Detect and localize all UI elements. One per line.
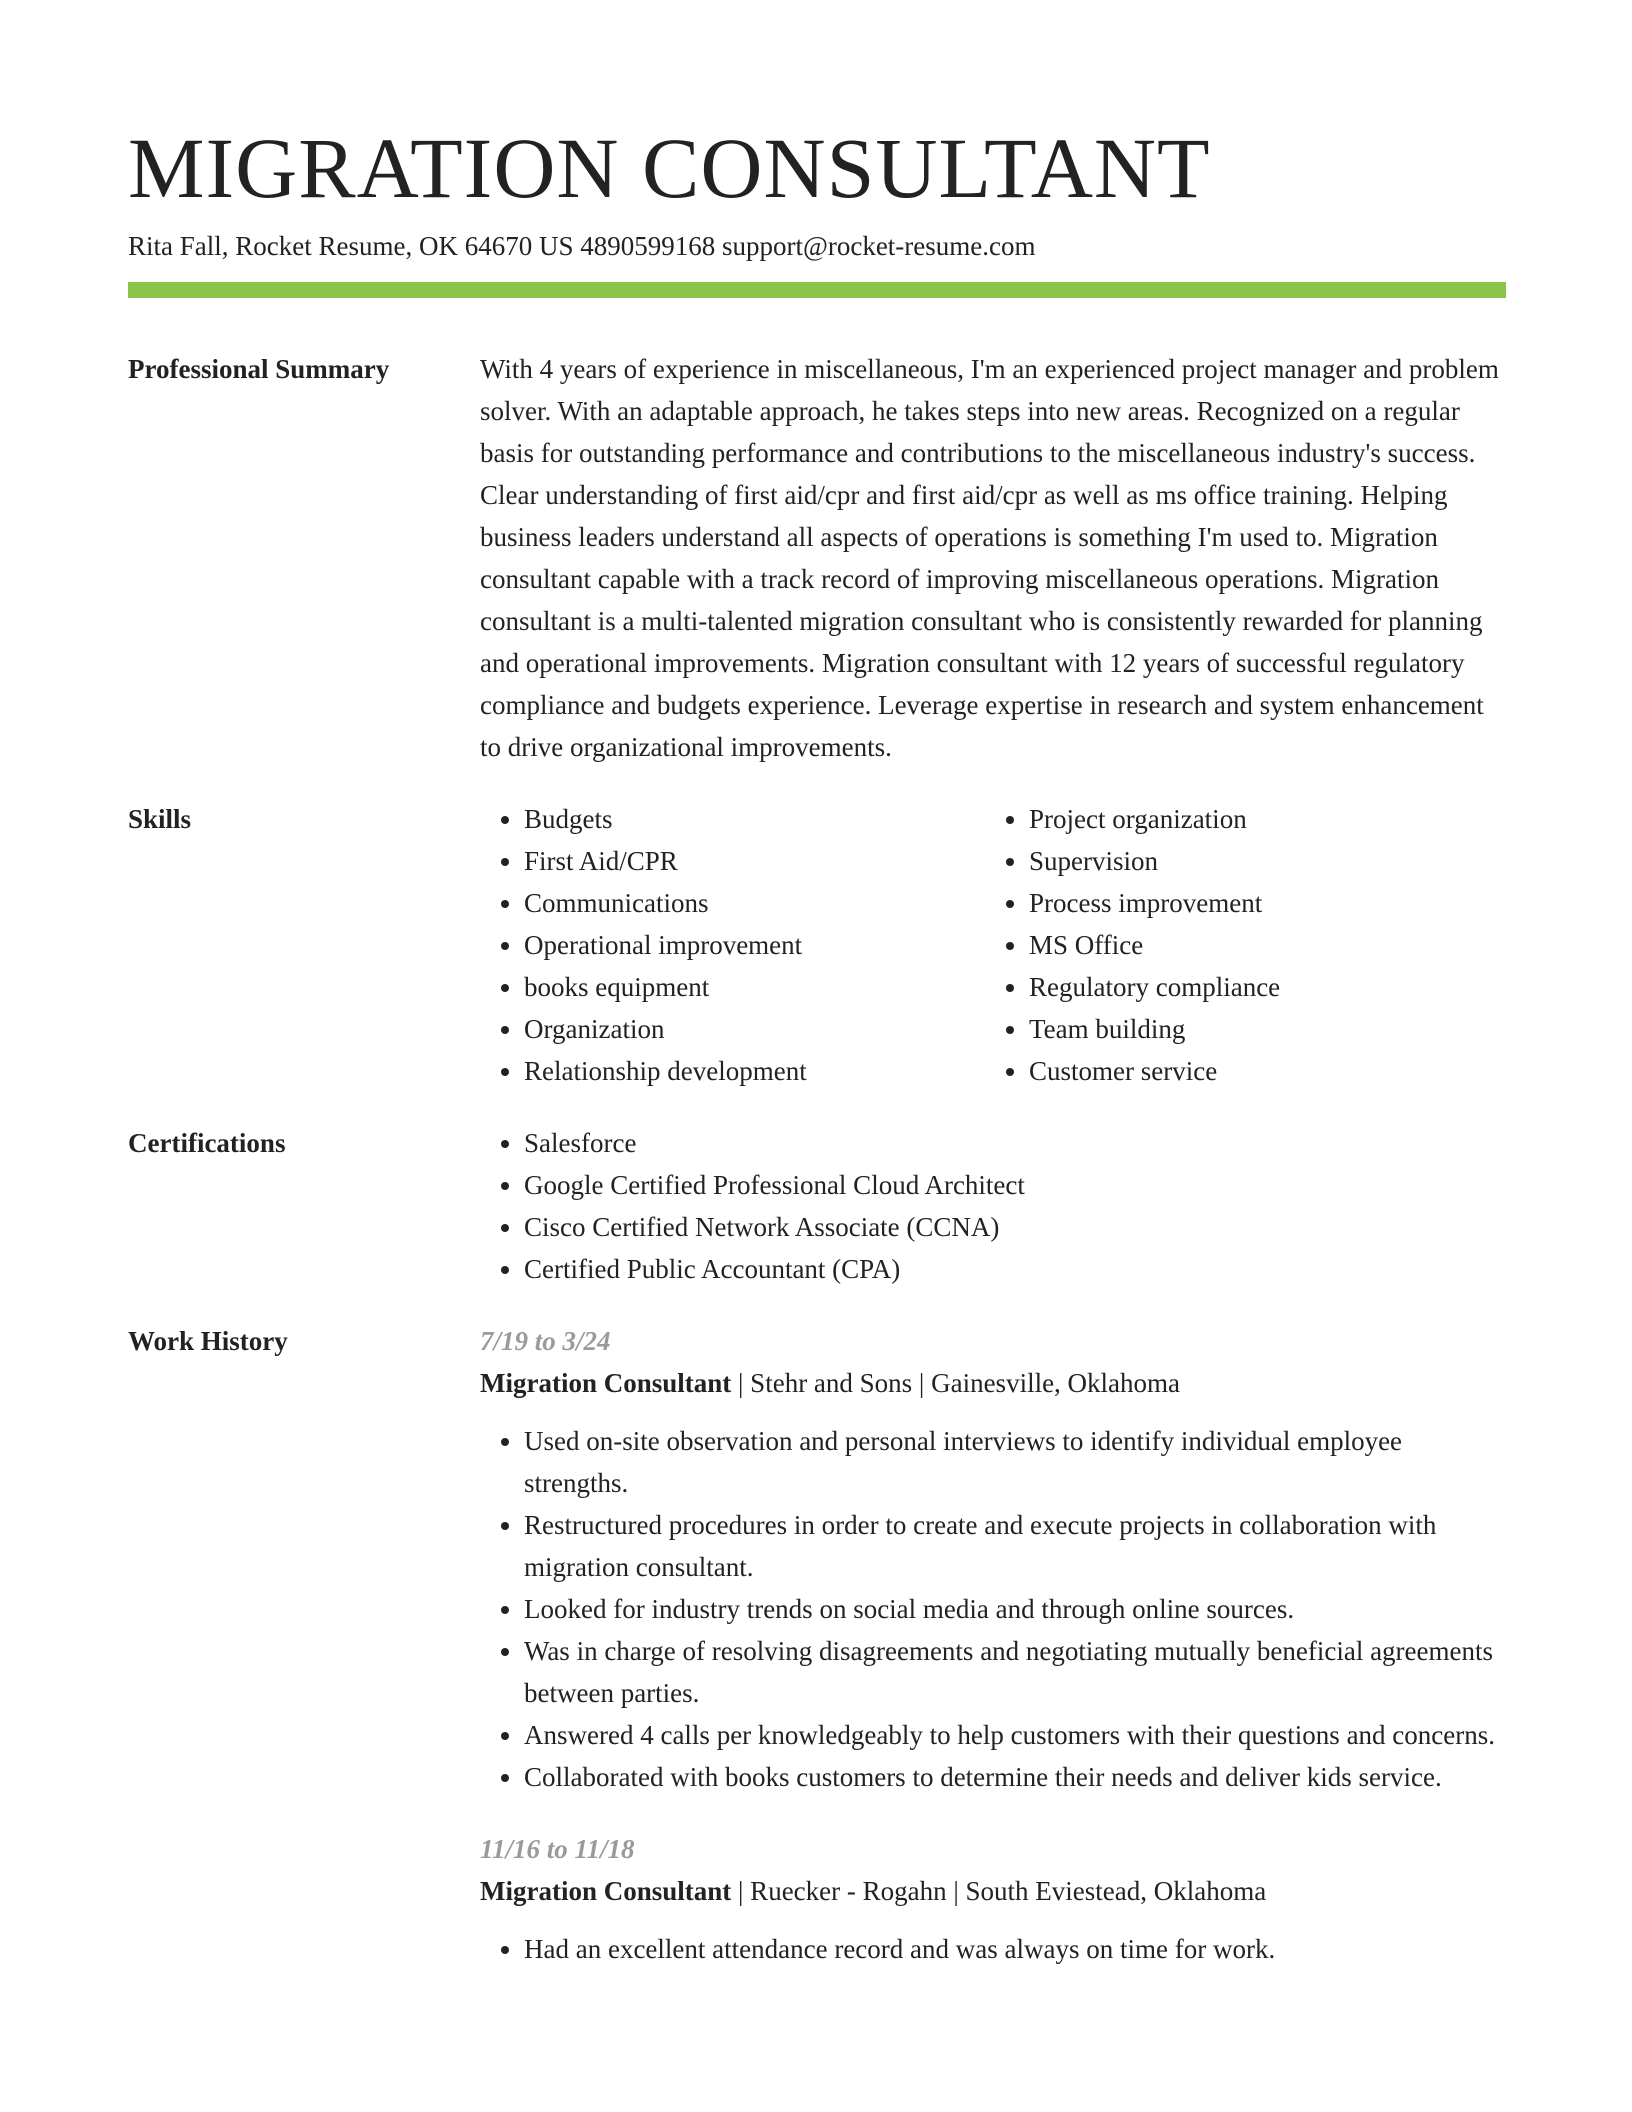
certifications-section xyxy=(128,1122,1506,1290)
certification-item: • Certified Public Accountant (CPA) xyxy=(524,1248,1506,1290)
certification-item: • Salesforce xyxy=(524,1122,1506,1164)
section-label-summary: Professional Summary xyxy=(128,354,390,384)
job-company-location: | Ruecker - Rogahn | South Eviestead, Oklahoma xyxy=(731,1876,1267,1906)
skills-list-right xyxy=(985,798,1490,1092)
header-divider xyxy=(128,282,1506,298)
job-bullet: • Collaborated with books customers to determine their needs and deliver kids service. xyxy=(524,1756,1506,1798)
skills-list-left xyxy=(480,798,985,1092)
job-dates: 11/16 to 11/18 xyxy=(480,1834,635,1864)
job-bullet: • Answered 4 calls per knowledgeably to help customers with their questions and concerns. xyxy=(524,1714,1506,1756)
job-title-line xyxy=(480,1362,1506,1404)
job-bullet: • Was in charge of resolving disagreements and negotiating mutually beneficial agreements between parties. xyxy=(524,1630,1506,1714)
skill-item: • Project organization xyxy=(1029,798,1490,840)
job-entry xyxy=(480,1828,1506,1970)
job-title: Migration Consultant xyxy=(480,1876,732,1906)
resume-page xyxy=(128,118,1506,2000)
skill-item: • Communications xyxy=(524,882,985,924)
skill-item: • First Aid/CPR xyxy=(524,840,985,882)
skill-item: • Organization xyxy=(524,1008,985,1050)
job-title-line xyxy=(480,1870,1506,1912)
skills-section xyxy=(128,798,1506,1092)
section-label-certifications: Certifications xyxy=(128,1128,286,1158)
contact-line: Rita Fall, Rocket Resume, OK 64670 US 4890599168 support@rocket-resume.com xyxy=(128,231,1036,261)
skill-item: • Process improvement xyxy=(1029,882,1490,924)
job-bullet: • Looked for industry trends on social media and through online sources. xyxy=(524,1588,1506,1630)
skill-item: • Relationship development xyxy=(524,1050,985,1092)
skill-item: • Regulatory compliance xyxy=(1029,966,1490,1008)
job-entry xyxy=(480,1320,1506,1798)
job-bullets xyxy=(480,1420,1506,1798)
skill-item: • books equipment xyxy=(524,966,985,1008)
skill-item: • Budgets xyxy=(524,798,985,840)
section-label-skills: Skills xyxy=(128,804,192,834)
job-dates: 7/19 to 3/24 xyxy=(480,1326,611,1356)
certification-item: • Cisco Certified Network Associate (CCNA) xyxy=(524,1206,1506,1248)
job-title: Migration Consultant xyxy=(480,1368,732,1398)
job-bullet: • Restructured procedures in order to create and execute projects in collaboration with migration consultant. xyxy=(524,1504,1506,1588)
job-company-location: | Stehr and Sons | Gainesville, Oklahoma xyxy=(731,1368,1181,1398)
section-label-work-history: Work History xyxy=(128,1326,288,1356)
resume-title: MIGRATION CONSULTANT xyxy=(128,120,1211,216)
summary-text: With 4 years of experience in miscellaneous, I'm an experienced project manager and problem solver. With an adaptable approach, he takes steps into new areas. Recognized on a regular basis for outstanding performance and contributions to the miscellaneous industry's success. Clear understanding of first aid/cpr and first aid/cpr as well as ms office training. Helping business leaders understand all aspects of operations is something I'm used to. Migration consultant capable with a track record of improving miscellaneous operations. Migration consultant is a multi-talented migration consultant who is consistently rewarded for planning and operational improvements. Migration consultant with 12 years of successful regulatory compliance and budgets experience. Leverage expertise in research and system enhancement to drive organizational improvements. xyxy=(480,354,1499,762)
skill-item: • MS Office xyxy=(1029,924,1490,966)
skill-item: • Supervision xyxy=(1029,840,1490,882)
skill-item: • Customer service xyxy=(1029,1050,1490,1092)
certifications-list xyxy=(480,1122,1506,1290)
work-history-section xyxy=(128,1320,1506,2000)
job-bullets xyxy=(480,1928,1506,1970)
skill-item: • Operational improvement xyxy=(524,924,985,966)
skill-item: • Team building xyxy=(1029,1008,1490,1050)
job-bullet: • Used on-site observation and personal interviews to identify individual employee strengths. xyxy=(524,1420,1506,1504)
certification-item: • Google Certified Professional Cloud Architect xyxy=(524,1164,1506,1206)
job-bullet: • Had an excellent attendance record and was always on time for work. xyxy=(524,1928,1506,1970)
summary-section xyxy=(128,348,1506,768)
